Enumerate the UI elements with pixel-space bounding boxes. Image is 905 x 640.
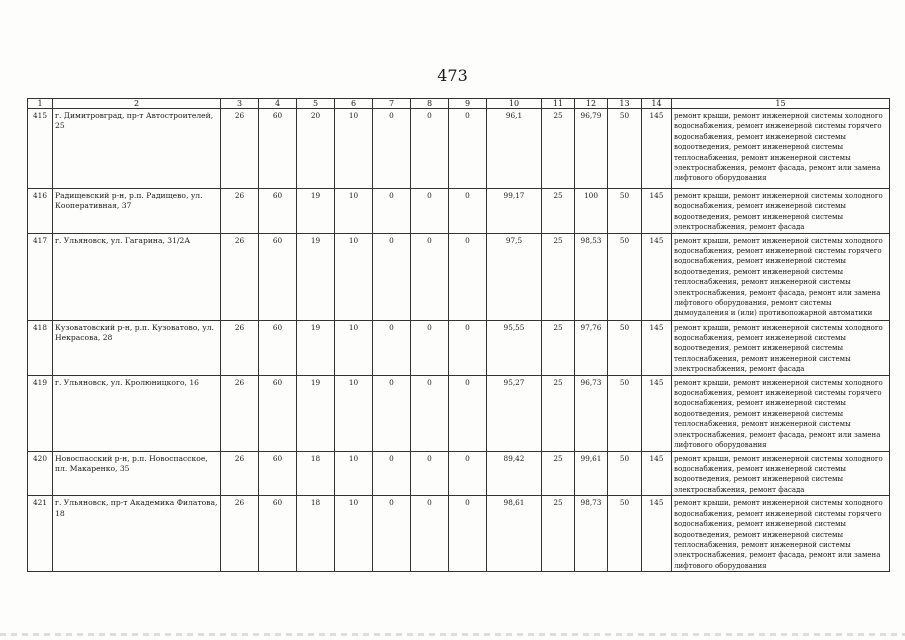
value-cell: 10 <box>335 320 373 375</box>
table-row <box>28 189 890 234</box>
value-cell: 60 <box>259 109 297 189</box>
value-cell: 100 <box>575 189 608 234</box>
column-header: 7 <box>373 99 411 109</box>
address-cell: Радищевский р-н, р.п. Радищево, ул. Кооперативная, 37 <box>53 189 221 234</box>
table-row <box>28 109 890 189</box>
works-cell: ремонт крыши, ремонт инженерной системы холодного водоснабжения, ремонт инженерной системы горячего водоснабжения, ремонт инженерной системы водоотведения, ремонт инженерной системы теплоснабжения, ремонт инженерной системы электроснабжения, ремонт фасада, ремонт или замена лифтового оборудования, ремонт системы дымоудаления и (или) противопожарной автоматики <box>672 233 890 320</box>
value-cell: 19 <box>297 233 335 320</box>
value-cell: 0 <box>411 233 449 320</box>
address-cell: г. Ульяновск, пр-т Академика Филатова, 18 <box>53 496 221 572</box>
value-cell: 60 <box>259 320 297 375</box>
column-header: 8 <box>411 99 449 109</box>
address-cell: Кузоватовский р-н, р.п. Кузоватово, ул. Некрасова, 28 <box>53 320 221 375</box>
value-cell: 50 <box>608 233 642 320</box>
value-cell: 25 <box>542 233 575 320</box>
row-number-cell: 420 <box>28 451 53 496</box>
value-cell: 95,55 <box>487 320 542 375</box>
works-cell: ремонт крыши, ремонт инженерной системы холодного водоснабжения, ремонт инженерной системы водоотведения, ремонт инженерной системы электроснабжения, ремонт фасада <box>672 189 890 234</box>
row-number-cell: 419 <box>28 375 53 451</box>
address-cell: г. Ульяновск, ул. Кролюницкого, 16 <box>53 375 221 451</box>
value-cell: 25 <box>542 109 575 189</box>
value-cell: 60 <box>259 189 297 234</box>
value-cell: 60 <box>259 233 297 320</box>
value-cell: 145 <box>642 375 672 451</box>
column-header: 11 <box>542 99 575 109</box>
value-cell: 145 <box>642 496 672 572</box>
value-cell: 98,61 <box>487 496 542 572</box>
value-cell: 60 <box>259 451 297 496</box>
value-cell: 26 <box>221 375 259 451</box>
value-cell: 19 <box>297 320 335 375</box>
value-cell: 50 <box>608 320 642 375</box>
value-cell: 0 <box>411 496 449 572</box>
value-cell: 95,27 <box>487 375 542 451</box>
row-number-cell: 421 <box>28 496 53 572</box>
page-number: 473 <box>437 66 468 85</box>
table-row <box>28 451 890 496</box>
value-cell: 20 <box>297 109 335 189</box>
value-cell: 25 <box>542 496 575 572</box>
value-cell: 18 <box>297 451 335 496</box>
column-header: 2 <box>53 99 221 109</box>
scan-edge-artifact <box>0 633 905 636</box>
value-cell: 10 <box>335 233 373 320</box>
value-cell: 0 <box>373 320 411 375</box>
works-cell: ремонт крыши, ремонт инженерной системы холодного водоснабжения, ремонт инженерной системы горячего водоснабжения, ремонт инженерной системы водоотведения, ремонт инженерной системы теплоснабжения, ремонт инженерной системы электроснабжения, ремонт фасада, ремонт или замена лифтового оборудования <box>672 375 890 451</box>
table-row <box>28 496 890 572</box>
value-cell: 25 <box>542 451 575 496</box>
works-cell: ремонт крыши, ремонт инженерной системы холодного водоснабжения, ремонт инженерной системы горячего водоснабжения, ремонт инженерной системы водоотведения, ремонт инженерной системы теплоснабжения, ремонт инженерной системы электроснабжения, ремонт фасада, ремонт или замена лифтового оборудования <box>672 496 890 572</box>
value-cell: 98,73 <box>575 496 608 572</box>
value-cell: 0 <box>449 375 487 451</box>
works-cell: ремонт крыши, ремонт инженерной системы холодного водоснабжения, ремонт инженерной системы горячего водоснабжения, ремонт инженерной системы водоотведения, ремонт инженерной системы теплоснабжения, ремонт инженерной системы электроснабжения, ремонт фасада, ремонт или замена лифтового оборудования <box>672 109 890 189</box>
value-cell: 97,76 <box>575 320 608 375</box>
value-cell: 26 <box>221 189 259 234</box>
value-cell: 0 <box>449 233 487 320</box>
value-cell: 0 <box>373 375 411 451</box>
column-header: 10 <box>487 99 542 109</box>
row-number-cell: 417 <box>28 233 53 320</box>
value-cell: 26 <box>221 451 259 496</box>
value-cell: 99,61 <box>575 451 608 496</box>
value-cell: 10 <box>335 375 373 451</box>
header-row <box>28 99 890 109</box>
value-cell: 145 <box>642 320 672 375</box>
value-cell: 50 <box>608 496 642 572</box>
value-cell: 26 <box>221 496 259 572</box>
table-row <box>28 375 890 451</box>
repair-registry-table <box>27 98 890 572</box>
value-cell: 0 <box>411 189 449 234</box>
value-cell: 60 <box>259 496 297 572</box>
value-cell: 0 <box>373 109 411 189</box>
value-cell: 97,5 <box>487 233 542 320</box>
column-header: 3 <box>221 99 259 109</box>
address-cell: Новоспасский р-н, р.п. Новоспасское, пл. Макаренко, 35 <box>53 451 221 496</box>
value-cell: 0 <box>373 233 411 320</box>
value-cell: 0 <box>449 320 487 375</box>
value-cell: 25 <box>542 320 575 375</box>
column-header: 12 <box>575 99 608 109</box>
row-number-cell: 418 <box>28 320 53 375</box>
value-cell: 26 <box>221 233 259 320</box>
value-cell: 0 <box>411 451 449 496</box>
works-cell: ремонт крыши, ремонт инженерной системы холодного водоснабжения, ремонт инженерной системы водоотведения, ремонт инженерной системы теплоснабжения, ремонт инженерной системы электроснабжения, ремонт фасада <box>672 320 890 375</box>
column-header: 9 <box>449 99 487 109</box>
column-header: 1 <box>28 99 53 109</box>
row-number-cell: 415 <box>28 109 53 189</box>
value-cell: 99,17 <box>487 189 542 234</box>
value-cell: 26 <box>221 320 259 375</box>
value-cell: 0 <box>411 375 449 451</box>
column-header: 15 <box>672 99 890 109</box>
value-cell: 50 <box>608 451 642 496</box>
value-cell: 10 <box>335 109 373 189</box>
value-cell: 10 <box>335 496 373 572</box>
value-cell: 0 <box>449 189 487 234</box>
row-number-cell: 416 <box>28 189 53 234</box>
column-header: 13 <box>608 99 642 109</box>
value-cell: 10 <box>335 451 373 496</box>
column-header: 4 <box>259 99 297 109</box>
value-cell: 0 <box>449 496 487 572</box>
value-cell: 145 <box>642 451 672 496</box>
value-cell: 0 <box>449 109 487 189</box>
value-cell: 10 <box>335 189 373 234</box>
value-cell: 96,1 <box>487 109 542 189</box>
works-cell: ремонт крыши, ремонт инженерной системы холодного водоснабжения, ремонт инженерной системы водоотведения, ремонт инженерной системы электроснабжения, ремонт фасада <box>672 451 890 496</box>
value-cell: 89,42 <box>487 451 542 496</box>
column-header: 5 <box>297 99 335 109</box>
value-cell: 96,79 <box>575 109 608 189</box>
value-cell: 50 <box>608 189 642 234</box>
value-cell: 0 <box>373 189 411 234</box>
table-row <box>28 233 890 320</box>
value-cell: 145 <box>642 189 672 234</box>
value-cell: 19 <box>297 189 335 234</box>
value-cell: 25 <box>542 375 575 451</box>
value-cell: 25 <box>542 189 575 234</box>
value-cell: 19 <box>297 375 335 451</box>
value-cell: 0 <box>411 320 449 375</box>
value-cell: 0 <box>449 451 487 496</box>
value-cell: 50 <box>608 109 642 189</box>
value-cell: 18 <box>297 496 335 572</box>
value-cell: 0 <box>411 109 449 189</box>
value-cell: 50 <box>608 375 642 451</box>
value-cell: 145 <box>642 233 672 320</box>
value-cell: 0 <box>373 496 411 572</box>
address-cell: г. Димитровград, пр-т Автостроителей, 25 <box>53 109 221 189</box>
column-header: 14 <box>642 99 672 109</box>
value-cell: 0 <box>373 451 411 496</box>
value-cell: 145 <box>642 109 672 189</box>
value-cell: 96,73 <box>575 375 608 451</box>
column-header: 6 <box>335 99 373 109</box>
value-cell: 98,53 <box>575 233 608 320</box>
address-cell: г. Ульяновск, ул. Гагарина, 31/2А <box>53 233 221 320</box>
table-row <box>28 320 890 375</box>
value-cell: 26 <box>221 109 259 189</box>
value-cell: 60 <box>259 375 297 451</box>
